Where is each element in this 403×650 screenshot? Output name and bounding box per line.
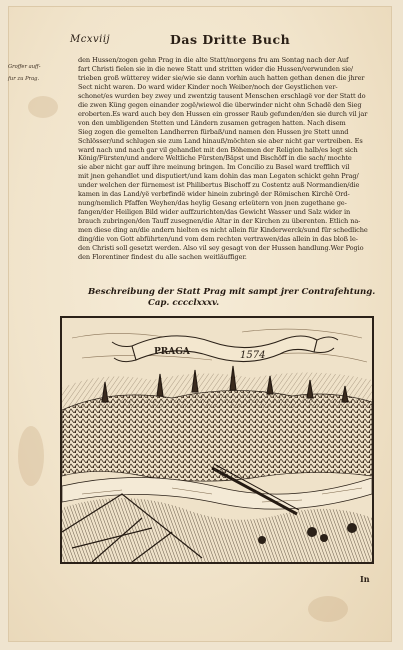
text-line: nung/nemlich Pfaffen Weyhen/das heylig Gesang erleütern von jnen zugethane ge- (78, 199, 347, 208)
text-line: Sieg zogen die gemelten Landherren fürbaß/und namen den Hussen jre Stett unnd (78, 127, 349, 136)
woodcut-illustration (62, 318, 372, 562)
text-line: den Christi soll gesetzt werden. Also vil sey gesagt von der Hussen handlung.Wer Pogio (78, 244, 364, 253)
figure-caption (88, 287, 378, 309)
margin-note: Groffer auff- (8, 64, 41, 70)
body-text (78, 56, 373, 262)
text-line: den Hussen/zogen gehn Prag in die alte Statt/morgens fru am Sontag nach der Auf (78, 56, 349, 64)
text-line: brauch zubringen/den Tauff zusegnen/die Altar in der Kirchen zu überenten. Etlich na- (78, 217, 361, 226)
foxing-stain (308, 596, 348, 622)
banner-year: 1574 (240, 350, 266, 361)
text-line: von den umbligenden Stetten und Ländern zusamen getragen hatten. Nach disem (78, 118, 346, 127)
text-line: den Florentiner findest du alle sachen weitläuffiger. (78, 252, 247, 261)
text-line: kamen in das Land/yë verbrfindë wider hinein zubringë der Römischen Kirchë Ord- (78, 190, 350, 199)
text-line: fangen/der Heiligen Bild wider auffzurichten/das Gewicht Wasser und Salz wider in (78, 208, 351, 217)
banner-city-name: PRAGA (154, 347, 190, 357)
text-line: men diese ding an/die andern hielten es nicht allein für Kinderwerck/sund für schedliche (78, 226, 368, 235)
chapter-number: Cap. cccclxxxv. (148, 298, 220, 308)
prague-woodcut-view (60, 316, 374, 564)
caption-title: Beschreibung der Statt Prag mit sampt jrer Contrafehtung. (88, 287, 376, 297)
text-line: ding/die von Gott abführten/und vom dem rechten vertrawen/das allein in das bloß le- (78, 235, 358, 244)
text-line: ward nach und nach gar vil gehandlet mit den Böhemen der Religion halb/es legt sich (78, 145, 358, 154)
text-line: trieben groß wütterey wider sie/wie sie dann vorhin auch hatten gethan denen die jhrer (78, 73, 365, 82)
text-line: schonet/es wurden bey zwey und zwentzig tausent Menschen erschlagë vor der Statt do (78, 91, 366, 100)
folio-number: Mcxviij (70, 34, 111, 45)
margin-note: fur zu Prag. (8, 76, 40, 82)
text-line: under welchen der fürnemest ist Philibertus Bischoff zu Costentz auß Normandien/die (78, 181, 360, 190)
text-line: Sect nicht waren. Do ward wider Kinder noch Weiber/noch der Geystlichen ver- (78, 82, 338, 91)
text-line: König/Fürsten/und andere Weltliche Fürsten/Bäpst und Bischöff in die sach/ mochte (78, 154, 352, 163)
text-line: Schlösser/und schlugen sie zum Land hinauß/möchten sie aber nicht gar vertreiben. Es (78, 136, 363, 145)
foxing-stain (18, 426, 44, 486)
page-header (70, 34, 370, 52)
text-line: die zwen Küng gegen einander zogë/wiewol die überwinder nicht ohn Schadë den Sieg (78, 100, 362, 109)
text-line: sie aber nicht gar auff ihre meinung bringen. Im Concilio zu Basel ward trefflich vil (78, 163, 350, 172)
running-title: Das Dritte Buch (170, 32, 291, 47)
foxing-stain (28, 96, 58, 118)
text-line: mit jnen gehandlet und disputiert/und kam dohin das man Legaten schickt gehn Prag/ (78, 172, 359, 181)
catchword: In (360, 574, 370, 584)
text-line: eroberten.Es ward auch bey den Hussen ein grosser Raub gefunden/den sie durch vil jar (78, 109, 368, 118)
text-line: fart Christi fielen sie in die newe Statt und stritten wider die Hussen/verwunden sie/ (78, 64, 354, 73)
